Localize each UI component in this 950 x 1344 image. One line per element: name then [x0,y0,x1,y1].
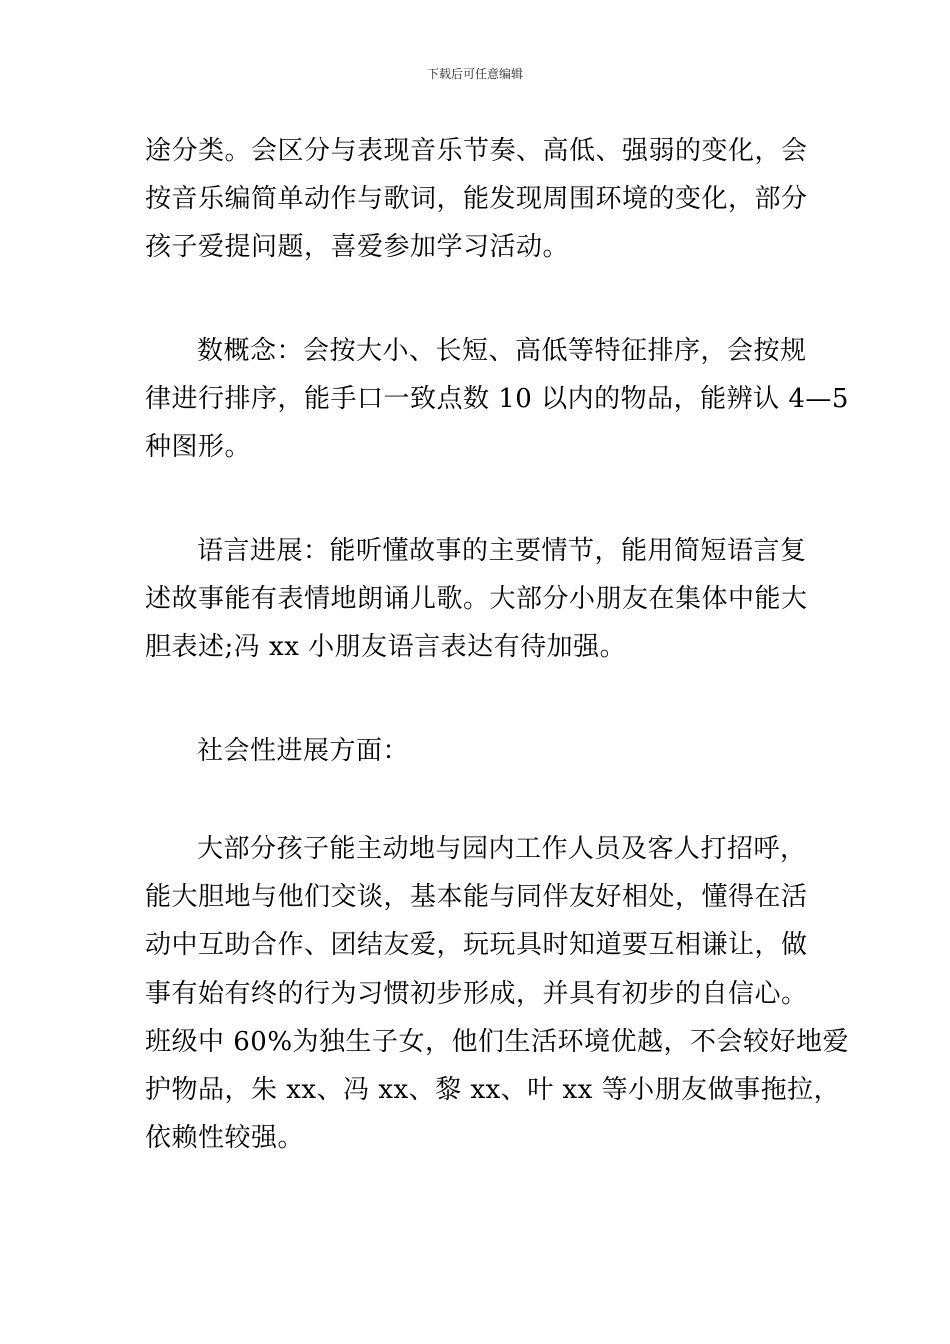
paragraph-2-line-2: 律进行排序，能手口一致点数 10 以内的物品，能辨认 4—5 [145,384,849,414]
paragraph-1-line-3: 孩子爱提问题，喜爱参加学习活动。 [145,232,570,262]
paragraph-1-line-1: 途分类。会区分与表现音乐节奏、高低、强弱的变化，会 [145,136,808,166]
page-header: 下载后可任意编辑 [426,67,523,81]
paragraph-1-line-2: 按音乐编简单动作与歌词，能发现周围环境的变化，部分 [145,184,808,214]
paragraph-3-line-1: 语言进展：能听懂故事的主要情节，能用简短语言复 [197,536,807,566]
paragraph-4-line-7: 依赖性较强。 [145,1123,305,1153]
paragraph-2-line-3: 种图形。 [145,432,252,462]
paragraph-4-line-2: 能大胆地与他们交谈，基本能与同伴友好相处，懂得在活 [145,882,808,912]
paragraph-3-line-2: 述故事能有表情地朗诵儿歌。大部分小朋友在集体中能大 [145,584,808,614]
paragraph-4-line-5: 班级中 60%为独生子女，他们生活环境优越，不会较好地爱 [145,1027,850,1057]
paragraph-4-line-4: 事有始有终的行为习惯初步形成，并具有初步的自信心。 [145,979,808,1009]
paragraph-4-line-1: 大部分孩子能主动地与园内工作人员及客人打招呼， [197,834,807,864]
paragraph-2-line-1: 数概念：会按大小、长短、高低等特征排序，会按规 [197,336,807,366]
paragraph-3-line-3: 胆表述;冯 xx 小朋友语言表达有待加强。 [145,632,627,662]
paragraph-4-line-6: 护物品，朱 xx、冯 xx、黎 xx、叶 xx 等小朋友做事拖拉， [145,1075,841,1105]
section-heading-social: 社会性进展方面： [197,736,410,766]
paragraph-4-line-3: 动中互助合作、团结友爱，玩玩具时知道要互相谦让，做 [145,930,808,960]
